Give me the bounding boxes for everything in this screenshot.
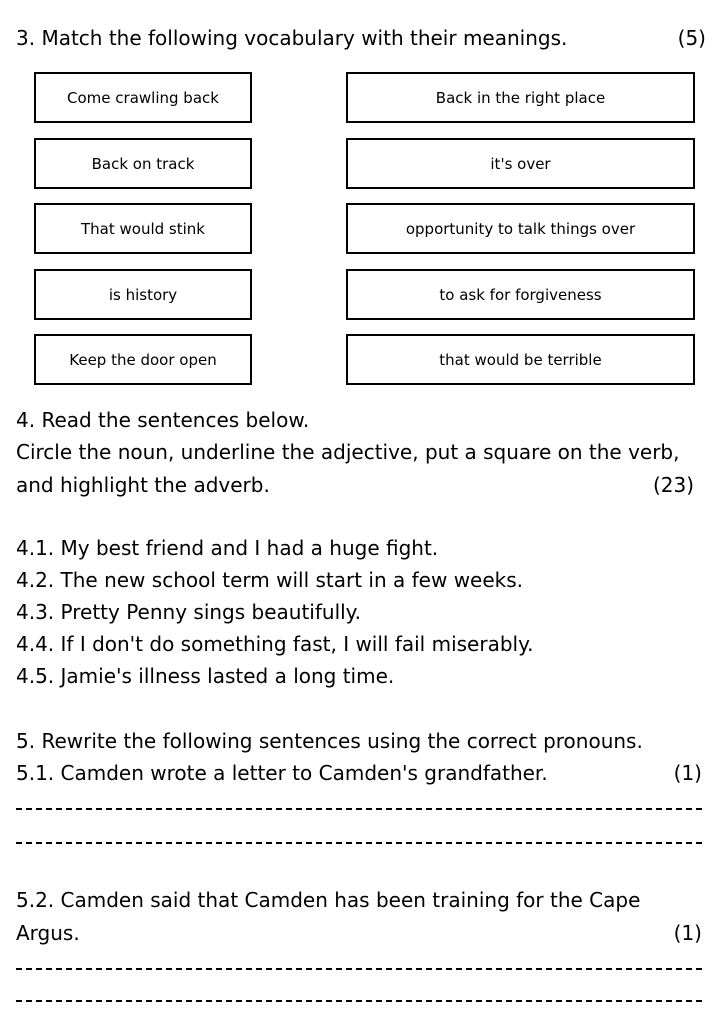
- answer-line-5-1-b[interactable]: [16, 842, 702, 844]
- q5-heading: 5. Rewrite the following sentences using the correct pronouns.: [16, 729, 643, 753]
- q5-2-line-1: 5.2. Camden said that Camden has been training for the Cape: [16, 888, 641, 912]
- sentence-4-5: 4.5. Jamie's illness lasted a long time.: [16, 664, 395, 688]
- meaning-box-5: that would be terrible: [346, 334, 695, 385]
- answer-line-5-2-b[interactable]: [16, 1000, 702, 1002]
- answer-line-5-2-a[interactable]: [16, 968, 702, 970]
- vocab-box-4: is history: [34, 269, 252, 320]
- q5-2-marks: (1): [673, 921, 702, 945]
- answer-line-5-1-a[interactable]: [16, 808, 702, 810]
- vocab-box-1: Come crawling back: [34, 72, 252, 123]
- meaning-box-2: it's over: [346, 138, 695, 189]
- q5-1-marks: (1): [673, 761, 702, 785]
- sentence-4-3: 4.3. Pretty Penny sings beautifully.: [16, 600, 362, 624]
- sentence-4-2: 4.2. The new school term will start in a few weeks.: [16, 568, 524, 592]
- sentence-4-4: 4.4. If I don't do something fast, I will fail miserably.: [16, 632, 534, 656]
- q5-2-line-2: Argus.: [16, 921, 80, 945]
- meaning-box-4: to ask for forgiveness: [346, 269, 695, 320]
- q3-heading: 3. Match the following vocabulary with their meanings.: [16, 26, 568, 50]
- meaning-box-3: opportunity to talk things over: [346, 203, 695, 254]
- q5-1-text: 5.1. Camden wrote a letter to Camden's grandfather.: [16, 761, 548, 785]
- meaning-box-1: Back in the right place: [346, 72, 695, 123]
- vocab-box-3: That would stink: [34, 203, 252, 254]
- vocab-box-5: Keep the door open: [34, 334, 252, 385]
- q4-instruction-1: Circle the noun, underline the adjective, put a square on the verb,: [16, 440, 680, 464]
- sentence-4-1: 4.1. My best friend and I had a huge fight.: [16, 536, 439, 560]
- q3-marks: (5): [677, 26, 706, 50]
- q4-heading: 4. Read the sentences below.: [16, 408, 310, 432]
- vocab-box-2: Back on track: [34, 138, 252, 189]
- q4-marks: (23): [652, 473, 694, 497]
- q4-instruction-2: and highlight the adverb.: [16, 473, 270, 497]
